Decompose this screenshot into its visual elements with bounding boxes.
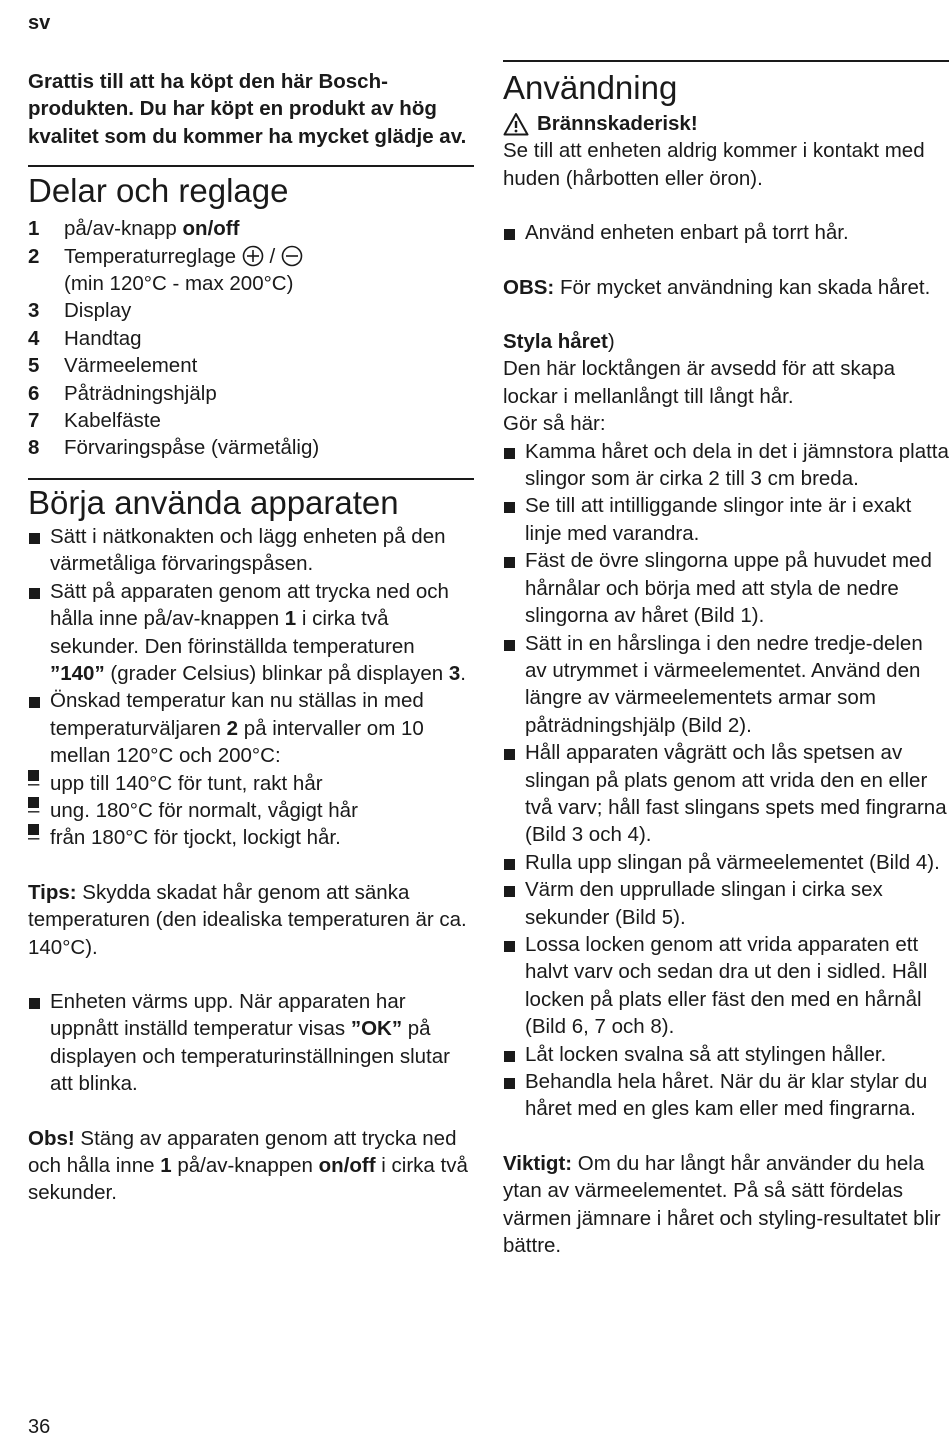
parts-number: 1	[28, 217, 40, 241]
parts-number: 4	[28, 326, 40, 350]
tips-paragraph: Tips: Skydda skadat hår genom att sänka temperaturen (den idealiska temperaturen är ca. 140°C).	[28, 880, 467, 959]
list-item: Sätt i nätkonakten och lägg enheten på den värmetåliga förvaringspåsen.	[28, 523, 474, 578]
list-item: Låt locken svalna så att stylingen håller.	[503, 1041, 949, 1068]
plus-circle-icon	[242, 245, 264, 267]
how-to-label: Gör så här:	[503, 412, 606, 436]
dash-item: – upp till 140°C för tunt, rakt hår	[28, 770, 474, 797]
tips-label: Tips:	[28, 880, 77, 904]
parts-label: Kabelfäste	[64, 409, 161, 433]
list-item: Fäst de övre slingorna uppe på huvudet med hårnålar och börja med att styla de nedre slingorna av håret (Bild 1).	[503, 547, 949, 629]
list-item: Håll apparaten vågrätt och lås spetsen av slingan på plats genom att vrida den en eller två varv; håll fast slingans spets med fingrarna (Bild 3 och 4).	[503, 739, 949, 849]
list-item: Enheten värms upp. När apparaten har uppnått inställd temperatur visas ”OK” på displayen och temperaturinställningen slutar att blinka.	[28, 988, 474, 1098]
dry-hair-list	[503, 219, 949, 246]
right-column	[503, 60, 949, 1259]
parts-number: 3	[28, 299, 40, 323]
list-item: Se till att intilliggande slingor inte är i exakt linje med varandra.	[503, 492, 949, 547]
section-rule	[28, 165, 474, 167]
obs-paragraph: Obs! Stäng av apparaten genom att trycka ned och hålla inne 1 på/av-knappen on/off i cirka två sekunder.	[28, 1126, 468, 1205]
styling-steps-list	[503, 438, 949, 1123]
parts-list	[28, 215, 474, 462]
list-item: Behandla hela håret. När du är klar stylar du håret med en gles kam eller med fingrarna.	[503, 1068, 949, 1123]
warning-heading	[503, 110, 949, 137]
section-rule	[503, 60, 949, 62]
list-item: Rulla upp slingan på värmeelementet (Bild 4).	[503, 849, 949, 876]
parts-label: Display	[64, 299, 132, 323]
parts-item	[28, 297, 474, 324]
parts-label: Påträdningshjälp	[64, 381, 217, 405]
parts-number: 8	[28, 436, 40, 460]
list-item: Använd enheten enbart på torrt hår.	[503, 219, 949, 246]
obs-note: OBS: För mycket användning kan skada håret.	[503, 275, 931, 299]
minus-circle-icon	[281, 245, 303, 267]
parts-item	[28, 215, 474, 242]
parts-sublabel: (min 120°C - max 200°C)	[64, 272, 294, 296]
parts-item	[28, 325, 474, 352]
parts-number: 5	[28, 354, 40, 378]
parts-item	[28, 243, 474, 298]
obs-label: OBS:	[503, 275, 555, 299]
parts-label: Värmeelement	[64, 354, 198, 378]
page-number: 36	[28, 1416, 51, 1437]
dash-item: – ung. 180°C för normalt, vågigt hår	[28, 797, 474, 824]
heat-up-list	[28, 988, 474, 1098]
warning-text: Se till att enheten aldrig kommer i kontakt med huden (hårbotten eller öron).	[503, 139, 925, 190]
language-tag: sv	[28, 12, 51, 34]
list-item: Värm den upprullade slingan i cirka sex sekunder (Bild 5).	[503, 876, 949, 931]
parts-label: Förvaringspåse (värmetålig)	[64, 436, 320, 460]
left-column	[28, 68, 474, 1207]
parts-number: 2	[28, 244, 40, 268]
style-intro: Den här locktången är avsedd för att skapa lockar i mellanlångt till långt hår.	[503, 357, 896, 408]
warning-triangle-icon	[503, 112, 529, 136]
obs-label: Obs!	[28, 1126, 75, 1150]
parts-item	[28, 380, 474, 407]
important-label: Viktigt:	[503, 1151, 573, 1175]
temperature-options-list	[28, 770, 474, 852]
section-title-delar: Delar och reglage	[28, 172, 289, 210]
section-title-anvandning: Användning	[503, 69, 678, 106]
warning-label: Brännskaderisk!	[537, 112, 698, 135]
parts-label: Handtag	[64, 326, 142, 350]
section-rule	[28, 478, 474, 480]
parts-number: 6	[28, 381, 40, 405]
start-steps-list	[28, 523, 474, 852]
style-heading: Styla håret)	[503, 330, 615, 354]
list-item: Kamma håret och dela in det i jämnstora platta slingor som är cirka 2 till 3 cm breda.	[503, 438, 949, 493]
list-item: Sätt på apparaten genom att trycka ned och hålla inne på/av-knappen 1 i cirka två sekunder. Den förinställda temperaturen ”140” (grader Celsius) blinkar på displayen 3.	[28, 578, 474, 688]
parts-number: 7	[28, 409, 40, 433]
parts-label: Temperaturreglage	[64, 244, 237, 268]
parts-item	[28, 434, 474, 461]
list-item: Sätt in en hårslinga i den nedre tredje-delen av utrymmet i värmeelementet. Använd den längre av värmeelementets armar som påträdningshjälp (Bild 2).	[503, 630, 949, 740]
important-paragraph: Viktigt: Om du har långt hår använder du hela ytan av värmeelementet. På så sätt fördelas värmen jämnare i håret och styling-resultatet blir bättre.	[503, 1151, 941, 1258]
parts-item	[28, 407, 474, 434]
list-item: Lossa locken genom att vrida apparaten ett halvt varv och sedan dra ut den i sidled. Håll locken på plats eller fäst den med en hårnål (Bild 6, 7 och 8).	[503, 931, 949, 1041]
parts-label-bold: on/off	[182, 217, 240, 241]
intro-text: Grattis till att ha köpt den här Bosch-produkten. Du har köpt en produkt av hög kvalitet som du kommer ha mycket glädje av.	[28, 70, 467, 148]
parts-item	[28, 352, 474, 379]
list-item: Önskad temperatur kan nu ställas in med temperaturväljaren 2 på intervaller om 10 mellan 120°C och 200°C: – upp till 140°C för tunt, rakt hår – ung. 180°C för normalt, vågigt hår – från 180°C för tjockt, lockigt hår.	[28, 687, 474, 851]
dash-item: – från 180°C för tjockt, lockigt hår.	[28, 824, 474, 851]
section-title-borja: Börja använda apparaten	[28, 483, 399, 521]
parts-slash: /	[263, 244, 281, 268]
parts-label: på/av-knapp	[64, 217, 183, 241]
